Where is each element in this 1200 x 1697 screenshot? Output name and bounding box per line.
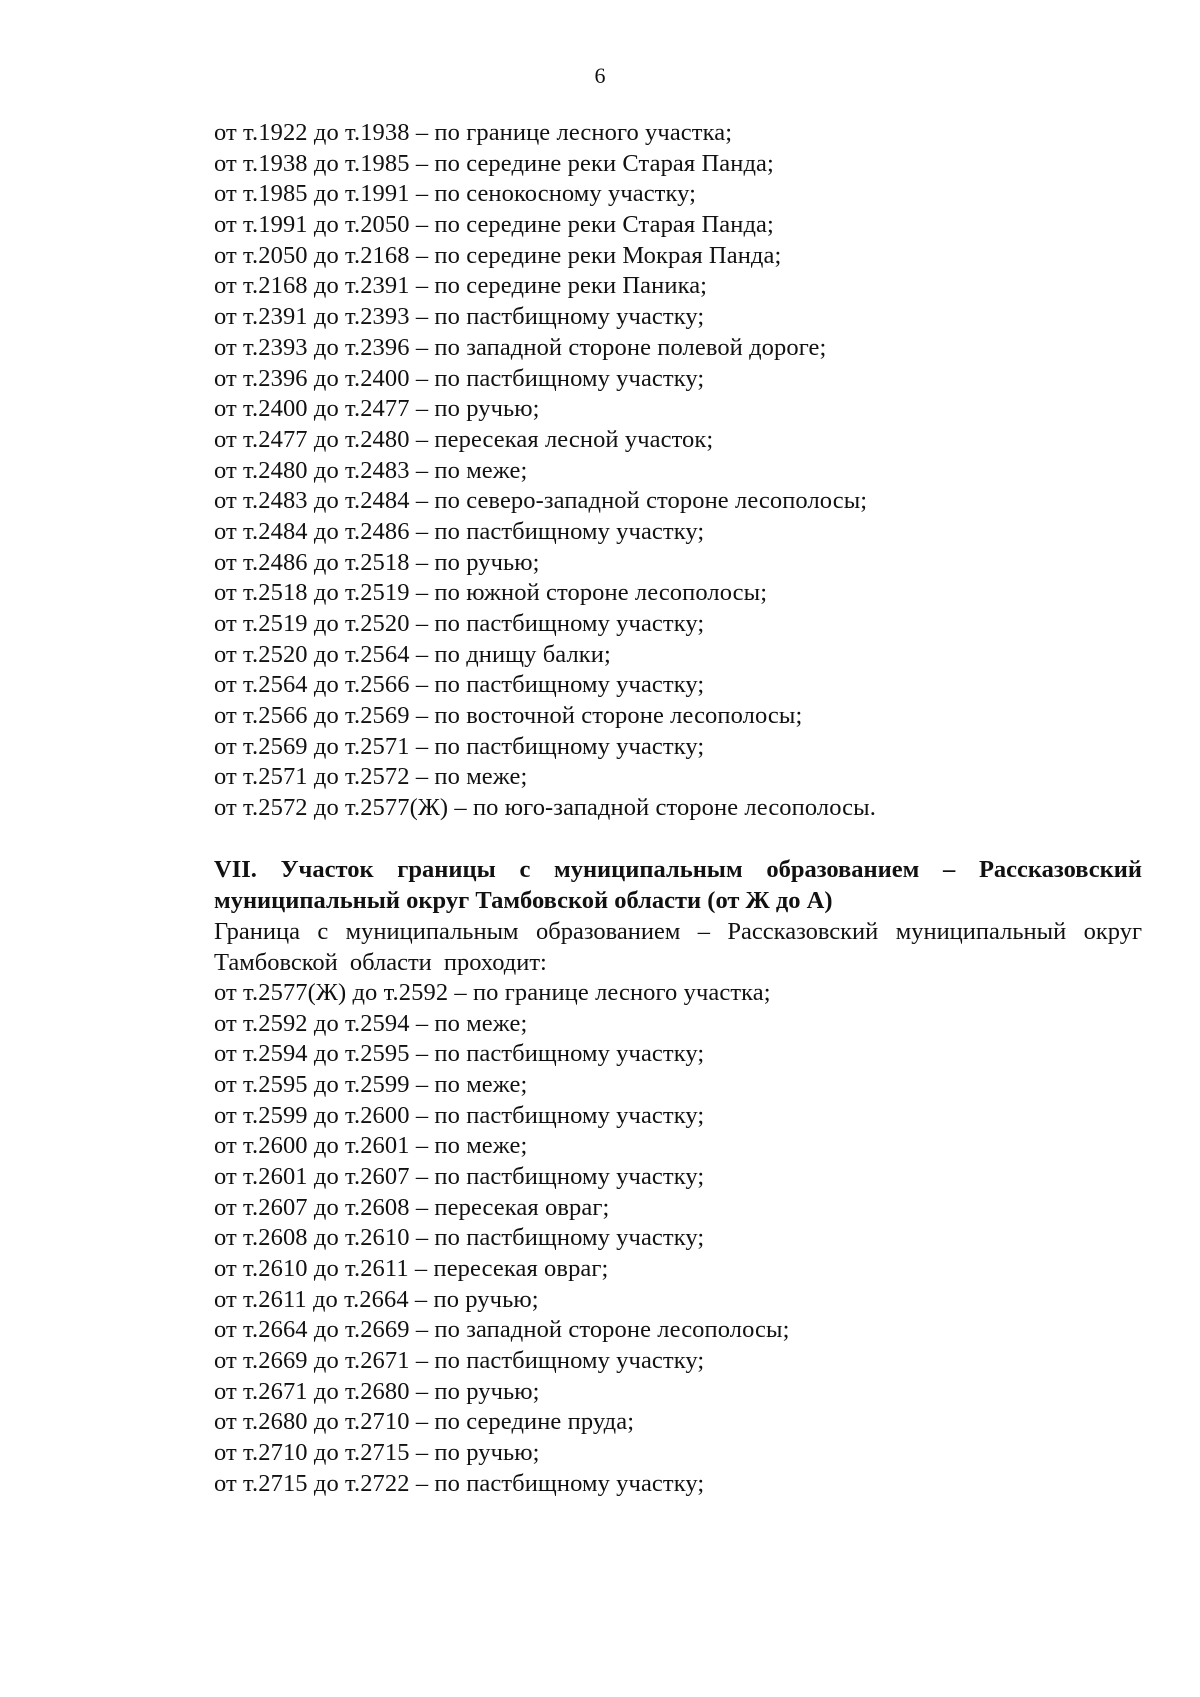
boundary-line: от т.1922 до т.1938 – по границе лесного участка; xyxy=(214,119,733,146)
boundary-line: от т.1991 до т.2050 – по середине реки Старая Панда; xyxy=(214,211,774,239)
boundary-line: от т.1938 до т.1985 – по середине реки Старая Панда; xyxy=(214,149,774,177)
boundary-line: от т.2400 до т.2477 – по ручью; xyxy=(214,395,540,423)
document-body xyxy=(214,118,1142,1500)
boundary-line: от т.2572 до т.2577(Ж) – по юго-западной стороне лесополосы. xyxy=(214,794,876,822)
boundary-line: от т.2595 до т.2599 – по меже; xyxy=(214,1070,528,1098)
boundary-line: от т.2486 до т.2518 – по ручью; xyxy=(214,548,540,576)
section-heading: VII. Участок границы с муниципальным образованием – Рассказовский муниципальный округ Тамбовской области (от Ж до А) xyxy=(214,855,1142,914)
section-intro: Граница с муниципальным образованием – Рассказовский муниципальный округ Тамбовской области проходит: xyxy=(214,917,1142,976)
boundary-line: от т.2477 до т.2480 – пересекая лесной участок; xyxy=(214,425,714,453)
boundary-line: от т.2480 до т.2483 – по меже; xyxy=(214,456,528,484)
boundary-line: от т.2600 до т.2601 – по меже; xyxy=(214,1132,528,1160)
boundary-line: от т.2391 до т.2393 – по пастбищному участку; xyxy=(214,303,705,331)
boundary-line: от т.2483 до т.2484 – по северо-западной стороне лесополосы; xyxy=(214,487,868,515)
boundary-line: от т.2601 до т.2607 – по пастбищному участку; xyxy=(214,1162,705,1190)
boundary-list-section-6 xyxy=(214,118,1142,824)
boundary-line: от т.2050 до т.2168 – по середине реки Мокрая Панда; xyxy=(214,241,782,269)
boundary-line: от т.2393 до т.2396 – по западной стороне полевой дороге; xyxy=(214,333,827,361)
boundary-line: от т.2607 до т.2608 – пересекая овраг; xyxy=(214,1193,610,1221)
boundary-line: от т.2710 до т.2715 – по ручью; xyxy=(214,1439,540,1467)
boundary-line: от т.2484 до т.2486 – по пастбищному участку; xyxy=(214,517,705,545)
boundary-line: от т.2168 до т.2391 – по середине реки Паника; xyxy=(214,272,708,300)
boundary-list-section-7 xyxy=(214,978,1142,1500)
boundary-line: от т.2566 до т.2569 – по восточной стороне лесополосы; xyxy=(214,702,803,730)
boundary-line: от т.2715 до т.2722 – по пастбищному участку; xyxy=(214,1469,705,1497)
boundary-line: от т.2518 до т.2519 – по южной стороне лесополосы; xyxy=(214,579,768,607)
boundary-line: от т.2396 до т.2400 – по пастбищному участку; xyxy=(214,364,705,392)
boundary-line: от т.2599 до т.2600 – по пастбищному участку; xyxy=(214,1101,705,1129)
boundary-line: от т.2520 до т.2564 – по днищу балки; xyxy=(214,640,611,668)
boundary-line: от т.2664 до т.2669 – по западной стороне лесополосы; xyxy=(214,1316,790,1344)
page-number: 6 xyxy=(594,63,606,88)
boundary-line: от т.2564 до т.2566 – по пастбищному участку; xyxy=(214,671,705,699)
boundary-line: от т.2611 до т.2664 – по ручью; xyxy=(214,1285,539,1313)
boundary-line: от т.1985 до т.1991 – по сенокосному участку; xyxy=(214,180,697,208)
boundary-line: от т.2571 до т.2572 – по меже; xyxy=(214,763,528,791)
boundary-line: от т.2519 до т.2520 – по пастбищному участку; xyxy=(214,610,705,637)
boundary-line: от т.2569 до т.2571 – по пастбищному участку; xyxy=(214,732,705,760)
boundary-line: от т.2592 до т.2594 – по меже; xyxy=(214,1009,528,1037)
boundary-line: от т.2608 до т.2610 – по пастбищному участку; xyxy=(214,1224,705,1252)
boundary-line: от т.2669 до т.2671 – по пастбищному участку; xyxy=(214,1347,705,1375)
boundary-line: от т.2594 до т.2595 – по пастбищному участку; xyxy=(214,1040,705,1068)
boundary-line: от т.2577(Ж) до т.2592 – по границе лесного участка; xyxy=(214,978,771,1006)
boundary-line: от т.2680 до т.2710 – по середине пруда; xyxy=(214,1408,635,1436)
boundary-line: от т.2610 до т.2611 – пересекая овраг; xyxy=(214,1255,609,1282)
boundary-line: от т.2671 до т.2680 – по ручью; xyxy=(214,1377,540,1405)
